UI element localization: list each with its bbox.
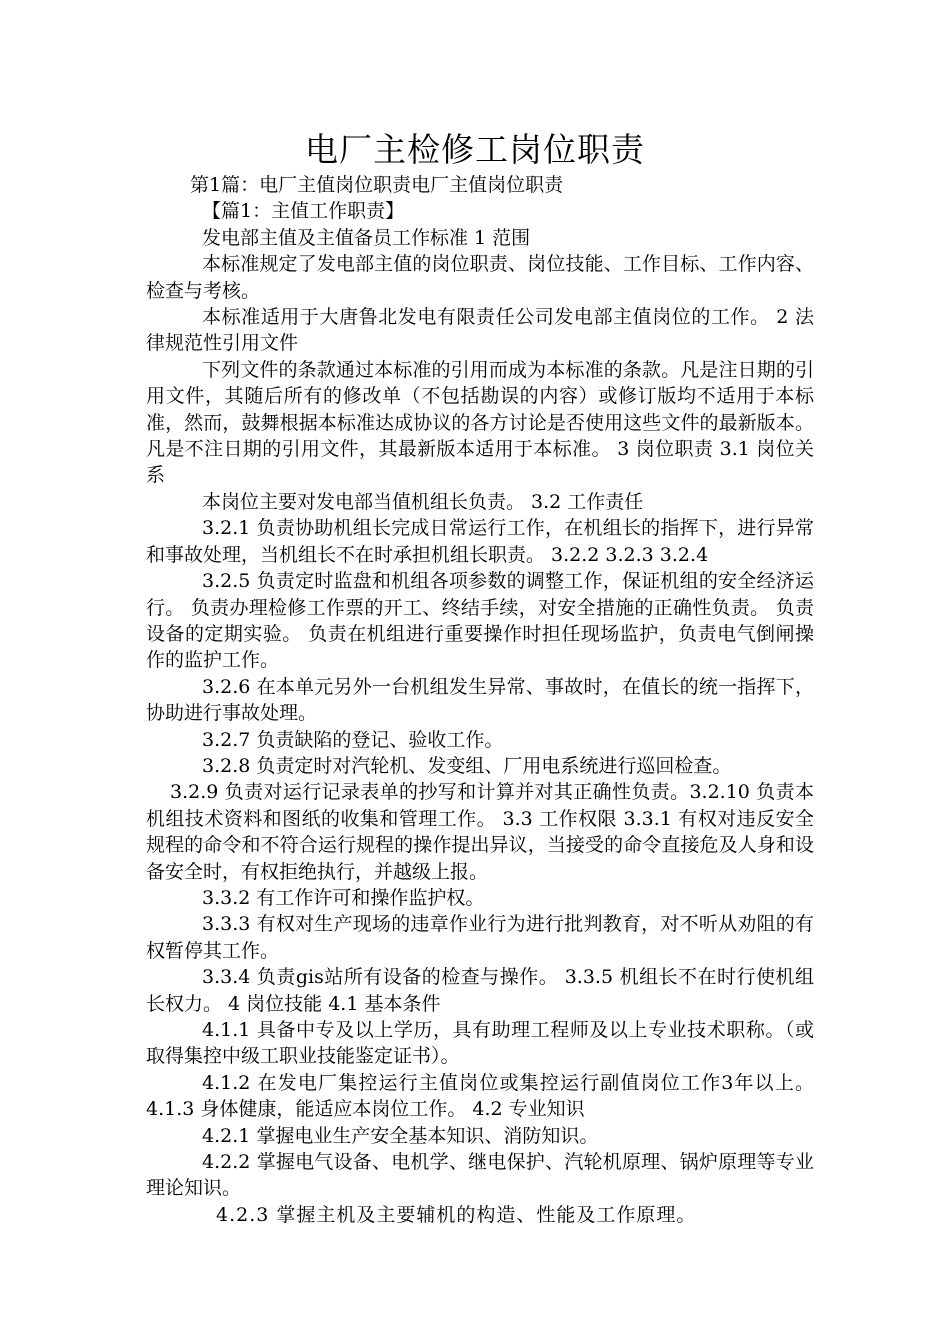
paragraph: 3.2.1 负责协助机组长完成日常运行工作，在机组长的指挥下，进行异常和事故处理，当机组长不在时承担机组长职责。 3.2.2 3.2.3 3.2.4 bbox=[146, 517, 814, 566]
paragraph: 4.1.1 具备中专及以上学历，具有助理工程师及以上专业技术职称。（或取得集控中级工职业技能鉴定证书）。 bbox=[146, 1019, 814, 1068]
paragraph: 本标准规定了发电部主值的岗位职责、岗位技能、工作目标、工作内容、检查与考核。 bbox=[146, 253, 814, 302]
document-body bbox=[146, 172, 814, 1228]
paragraph: 3.2.8 负责定时对汽轮机、发变组、厂用电系统进行巡回检查。 bbox=[202, 754, 732, 777]
paragraph: 4.2.3 掌握主机及主要辅机的构造、性能及工作原理。 bbox=[216, 1203, 697, 1226]
paragraph: 3.2.5 负责定时监盘和机组各项参数的调整工作，保证机组的安全经济运行。 负责办理检修工作票的开工、终结手续，对安全措施的正确性负责。 负责设备的定期实验。 负责在机组进行重要操作时担任现场监护，负责电气倒闸操作的监护工作。 bbox=[146, 570, 814, 672]
paragraph: 3.2.9 负责对运行记录表单的抄写和计算并对其正确性负责。3.2.10 负责本机组技术资料和图纸的收集和管理工作。 3.3 工作权限 3.3.1 有权对违反安全规程的命令和不符合运行规程的操作提出异议，当接受的命令直接危及人身和设备安全时，有权拒绝执行，并越级上报。 bbox=[146, 781, 814, 883]
paragraph: 发电部主值及主值备员工作标准 1 范围 bbox=[202, 226, 531, 249]
paragraph: 3.3.2 有工作许可和操作监护权。 bbox=[202, 886, 485, 909]
paragraph: 3.3.4 负责gis站所有设备的检查与操作。 3.3.5 机组长不在时行使机组长权力。 4 岗位技能 4.1 基本条件 bbox=[146, 966, 814, 1015]
paragraph: 本岗位主要对发电部当值机组长负责。 3.2 工作责任 bbox=[202, 490, 644, 513]
paragraph: 【篇1：主值工作职责】 bbox=[202, 200, 405, 223]
page-title: 电厂主检修工岗位职责 bbox=[305, 130, 645, 169]
paragraph: 3.2.7 负责缺陷的登记、验收工作。 bbox=[202, 728, 504, 751]
paragraph: 第1篇：电厂主值岗位职责电厂主值岗位职责 bbox=[190, 174, 564, 196]
paragraph: 3.2.6 在本单元另外一台机组发生异常、事故时，在值长的统一指挥下，协助进行事故处理。 bbox=[146, 675, 814, 725]
paragraph: 3.3.3 有权对生产现场的违章作业行为进行批判教育，对不听从劝阻的有权暂停其工作。 bbox=[146, 913, 814, 962]
paragraph: 下列文件的条款通过本标准的引用而成为本标准的条款。凡是注日期的引用文件，其随后所有的修改单（不包括勘误的内容）或修订版均不适用于本标准，然而，鼓舞根据本标准达成协议的各方讨论是否使用这些文件的最新版本。凡是不注日期的引用文件，其最新版本适用于本标准。 3 岗位职责 3.1 岗位关系 bbox=[146, 358, 814, 487]
paragraph: 4.2.2 掌握电气设备、电机学、继电保护、汽轮机原理、锅炉原理等专业理论知识。 bbox=[146, 1151, 814, 1200]
paragraph: 4.1.2 在发电厂集控运行主值岗位或集控运行副值岗位工作3年以上。 4.1.3 身体健康，能适应本岗位工作。 4.2 专业知识 bbox=[146, 1071, 814, 1121]
paragraph: 4.2.1 掌握电业生产安全基本知识、消防知识。 bbox=[202, 1124, 599, 1147]
paragraph: 本标准适用于大唐鲁北发电有限责任公司发电部主值岗位的工作。 2 法律规范性引用文件 bbox=[146, 306, 814, 355]
